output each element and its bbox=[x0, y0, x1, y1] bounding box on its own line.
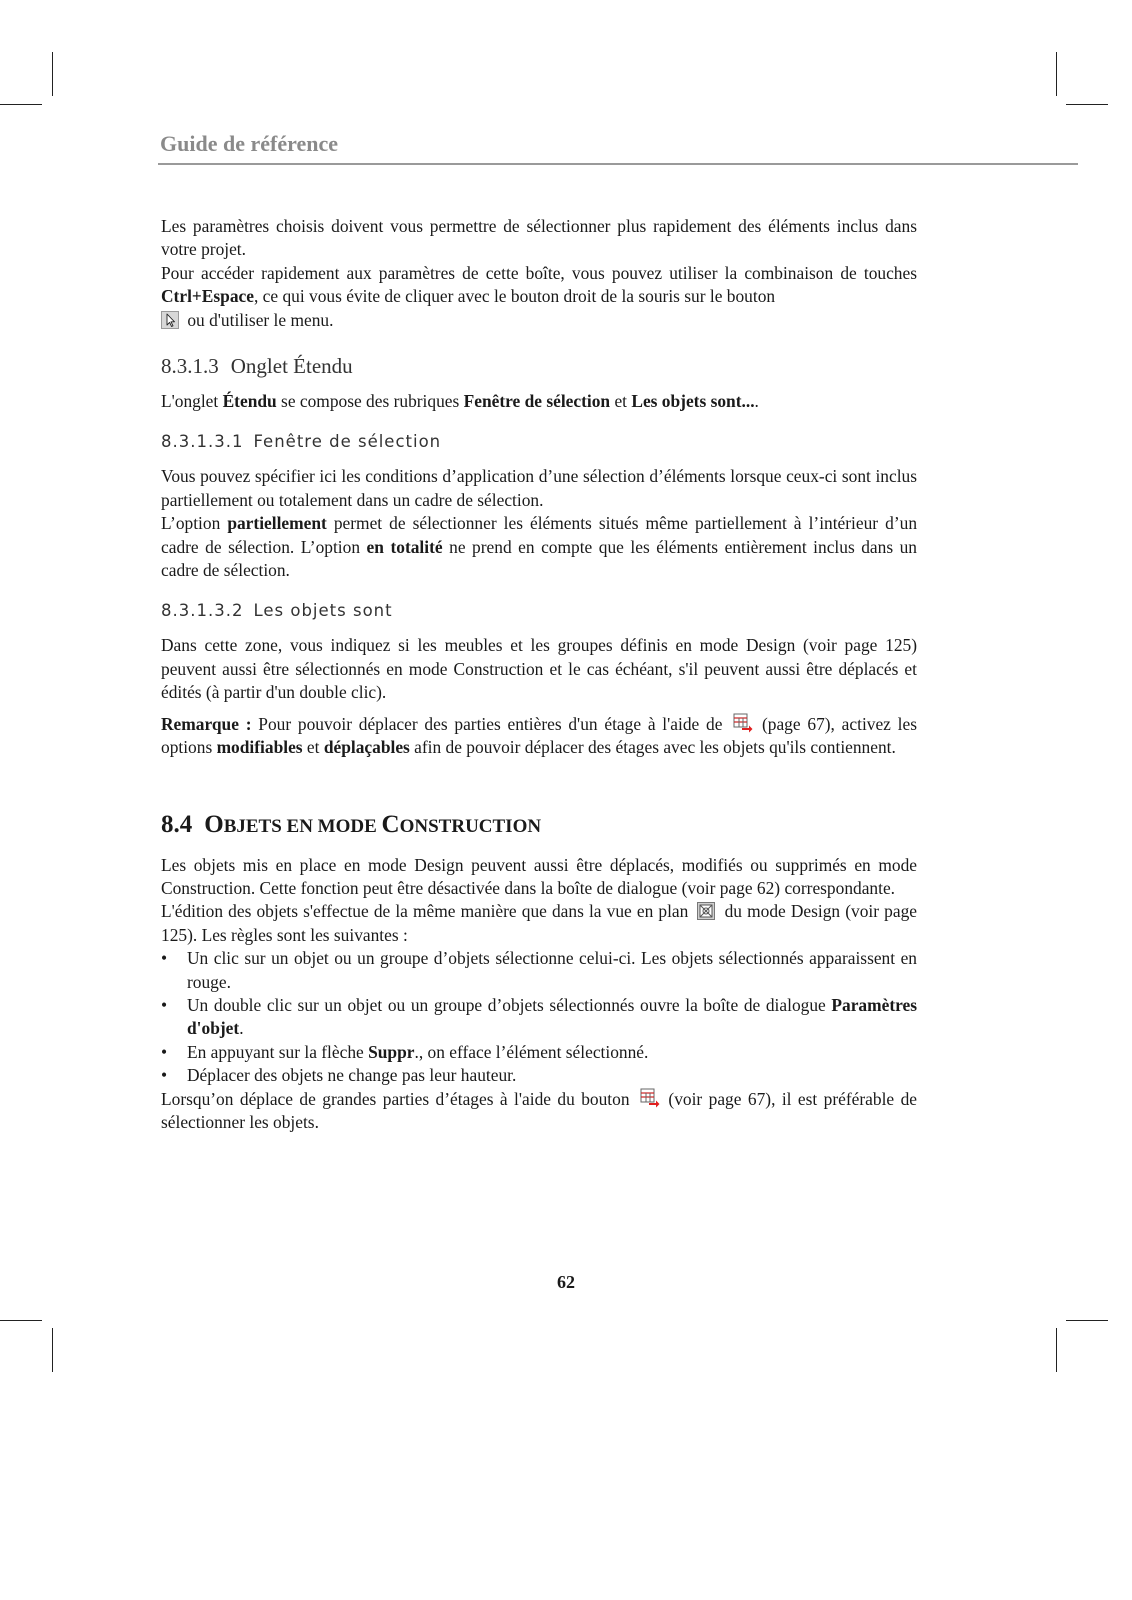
crop-mark bbox=[1066, 104, 1108, 105]
move-floor-paragraph: Lorsqu’on déplace de grandes parties d’étages à l'aide du bouton (voir page 67), il est préférable de sélectionner les objets. bbox=[161, 1088, 917, 1132]
list-item: • Déplacer des objets ne change pas leur hauteur. bbox=[161, 1065, 517, 1086]
crop-mark bbox=[52, 52, 53, 96]
crop-mark bbox=[1056, 52, 1057, 96]
crop-mark bbox=[0, 1320, 42, 1321]
page-number: 62 bbox=[557, 1272, 575, 1292]
crop-mark bbox=[1066, 1320, 1108, 1321]
section-heading-8-3-1-3-1: 8.3.1.3.1 Fenêtre de sélection bbox=[161, 432, 442, 452]
remark-paragraph: Remarque : Pour pouvoir déplacer des parties entières d'un étage à l'aide de (page 67), activez les options modifiables et déplaçables afin de pouvoir déplacer des étages avec les objets qu'ils contiennent. bbox=[161, 713, 917, 758]
construction-mode-paragraph: Les objets mis en place en mode Design peuvent aussi être déplacés, modifiés ou supprimés en mode Construction. Cette fonction peut être désactivée dans la boîte de dialogue (voir page 62) correspondante. bbox=[161, 854, 917, 898]
header-rule bbox=[158, 163, 1078, 165]
editing-paragraph: L'édition des objets s'effectue de la même manière que dans la vue en plan du mode Design (voir page 125). Les règles sont les suivantes : bbox=[161, 901, 917, 945]
extended-tab-paragraph: L'onglet Étendu se compose des rubriques Fenêtre de sélection et Les objets sont.... bbox=[161, 391, 759, 412]
selection-options-paragraph: L’option partiellement permet de sélectionner les éléments situés même partiellement à l’intérieur d’un cadre de sélection. L’option en totalité ne prend en compte que les éléments entièrement inclus dans un cadre de sélection. bbox=[161, 513, 918, 581]
plan-view-icon bbox=[697, 902, 715, 920]
page-content bbox=[161, 215, 917, 1134]
crop-mark bbox=[1056, 1328, 1057, 1372]
intro-paragraph: Les paramètres choisis doivent vous permettre de sélectionner plus rapidement des éléments inclus dans votre projet. bbox=[161, 216, 917, 260]
list-item: • En appuyant sur la flèche Suppr., on efface l’élément sélectionné. bbox=[161, 1041, 649, 1062]
selection-window-paragraph: Vous pouvez spécifier ici les conditions d’application d’une sélection d’éléments lorsque ceux-ci sont inclus partiellement ou totalement dans un cadre de sélection. bbox=[161, 466, 917, 510]
shortcut-keys: Ctrl+Espace bbox=[161, 286, 254, 307]
section-heading-8-4: 8.4 OBJETS EN MODE CONSTRUCTION bbox=[161, 810, 542, 838]
crop-mark bbox=[52, 1328, 53, 1372]
move-floor-parts-icon bbox=[640, 1088, 658, 1106]
section-heading-8-3-1-3-2: 8.3.1.3.2 Les objets sont bbox=[161, 601, 393, 621]
crop-mark bbox=[0, 104, 42, 105]
list-item: • Un double clic sur un objet ou un groupe d’objets sélectionnés ouvre la boîte de dialogue Paramètres d'objet. bbox=[161, 994, 917, 1039]
running-header: Guide de référence bbox=[160, 131, 338, 156]
shortcut-paragraph: Pour accéder rapidement aux paramètres de cette boîte, vous pouvez utiliser la combinaison de touches Ctrl+Espace, ce qui vous évite de cliquer avec le bouton droit de la souris sur le bouton ou d'utiliser le menu. bbox=[161, 262, 917, 330]
section-heading-8-3-1-3: 8.3.1.3 Onglet Étendu bbox=[161, 354, 353, 379]
list-item: • Un clic sur un objet ou un groupe d’objets sélectionne celui-ci. Les objets sélectionnés apparaissent en rouge. bbox=[161, 948, 917, 992]
pointer-button-icon bbox=[161, 311, 179, 329]
move-floor-parts-icon bbox=[733, 713, 751, 731]
objects-paragraph: Dans cette zone, vous indiquez si les meubles et les groupes définis en mode Design (voir page 125) peuvent aussi être sélectionnés en mode Construction et le cas échéant, s'il peuvent aussi être déplacés et édités (à partir d'un double clic). bbox=[161, 635, 917, 703]
rules-list bbox=[161, 947, 917, 1087]
